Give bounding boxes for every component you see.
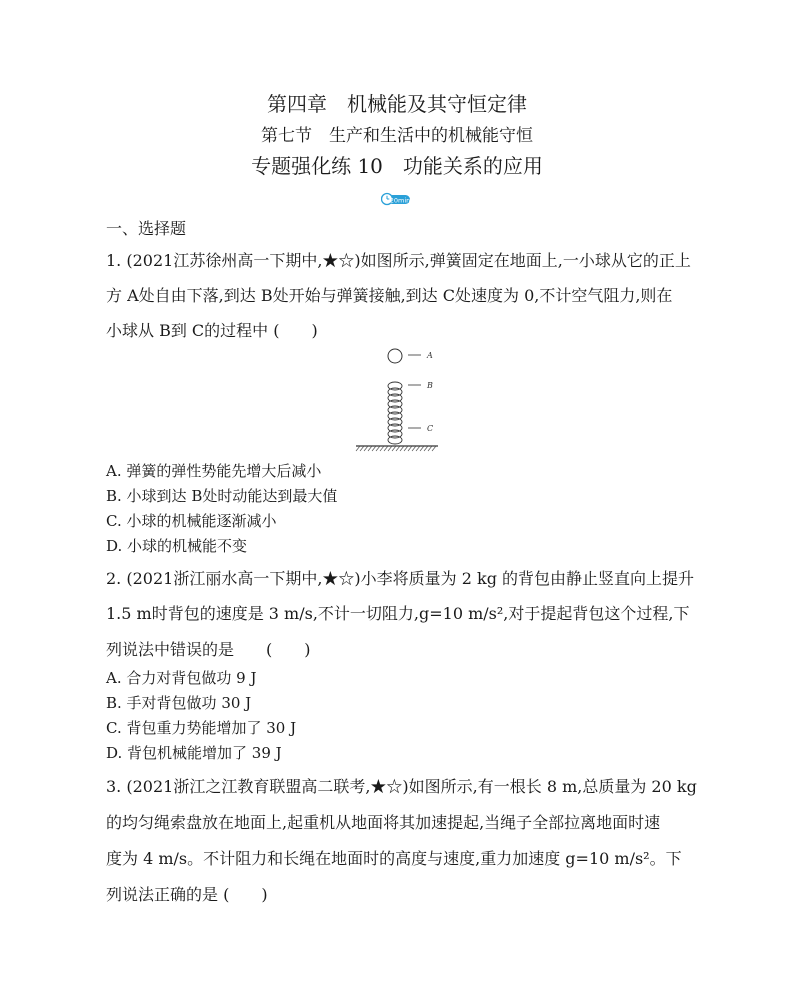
chapter-title: 第四章 机械能及其守恒定律 (267, 92, 527, 116)
q2-option-b: B. 手对背包做功 30 J (106, 694, 252, 712)
ground-hatch (356, 446, 436, 451)
spring (388, 382, 402, 444)
q2-option-a: A. 合力对背包做功 9 J (106, 669, 257, 687)
q2-line-2: 1.5 m时背包的速度是 3 m/s,不计一切阻力,g=10 m/s²,对于提起背包这个过程,下 (106, 604, 690, 623)
q2-line-3: 列说法中错误的是 ( ) (106, 640, 311, 659)
section-title: 第七节 生产和生活中的机械能守恒 (261, 126, 533, 146)
q1-option-b: B. 小球到达 B处时动能达到最大值 (106, 487, 338, 505)
q1-option-c: C. 小球的机械能逐渐减小 (106, 512, 277, 530)
label-A: A (427, 351, 433, 360)
spring-figure (354, 344, 440, 456)
q2-option-d: D. 背包机械能增加了 39 J (106, 744, 282, 762)
q1-option-d: D. 小球的机械能不变 (106, 537, 248, 555)
q1-option-a: A. 弹簧的弹性势能先增大后减小 (106, 462, 322, 480)
q1-line-3: 小球从 B到 C的过程中 ( ) (106, 321, 318, 340)
q1-line-1: 1. (2021江苏徐州高一下期中,★☆)如图所示,弹簧固定在地面上,一小球从它的正上 (106, 251, 691, 270)
q3-line-1: 3. (2021浙江之江教育联盟高二联考,★☆)如图所示,有一根长 8 m,总质量为 20 kg (106, 777, 697, 796)
q3-line-2: 的均匀绳索盘放在地面上,起重机从地面将其加速提起,当绳子全部拉离地面时速 (106, 813, 661, 832)
part-title: 一、选择题 (106, 219, 187, 238)
ball (388, 349, 402, 363)
timer-badge (381, 192, 411, 206)
q3-line-3: 度为 4 m/s。不计阻力和长绳在地面时的高度与速度,重力加速度 g=10 m/s²。下 (106, 849, 682, 868)
q3-line-4: 列说法正确的是 ( ) (106, 885, 268, 904)
label-B: B (427, 381, 433, 390)
label-C: C (427, 424, 434, 433)
topic-title: 专题强化练 10 功能关系的应用 (251, 154, 543, 178)
q1-line-2: 方 A处自由下落,到达 B处开始与弹簧接触,到达 C处速度为 0,不计空气阻力,则在 (106, 286, 673, 305)
timer-text: 20min (389, 196, 411, 205)
q2-option-c: C. 背包重力势能增加了 30 J (106, 719, 297, 737)
q2-line-1: 2. (2021浙江丽水高一下期中,★☆)小李将质量为 2 kg 的背包由静止竖直向上提升 (106, 569, 695, 588)
